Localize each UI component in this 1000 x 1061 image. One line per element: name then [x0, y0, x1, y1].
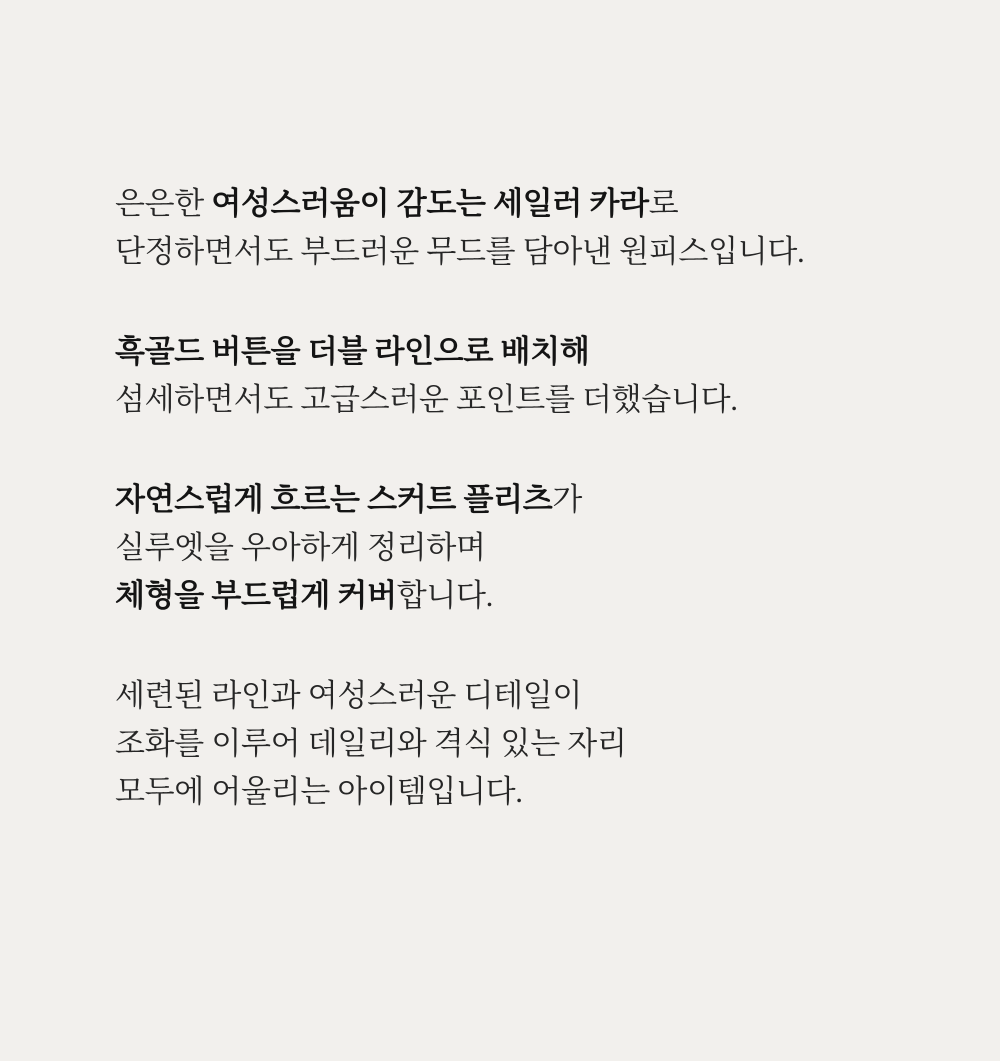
body-text: 세련된 라인과 여성스러운 디테일이 [115, 678, 583, 713]
body-text: 섬세하면서도 고급스러운 포인트를 더했습니다. [115, 382, 738, 417]
description-line [115, 672, 1000, 720]
description-line [115, 524, 1000, 572]
description-paragraph [115, 328, 1000, 424]
body-text: 가 [552, 482, 583, 517]
description-paragraph [115, 672, 1000, 816]
description-line [115, 228, 1000, 276]
description-line [115, 180, 1000, 228]
description-line [115, 376, 1000, 424]
description-paragraph [115, 180, 1000, 276]
description-line [115, 572, 1000, 620]
body-text: 로 [648, 186, 679, 221]
description-line [115, 476, 1000, 524]
body-text: 실루엣을 우아하게 정리하며 [115, 530, 486, 565]
body-text: 합니다. [396, 578, 494, 613]
body-text: 조화를 이루어 데일리와 격식 있는 자리 [115, 726, 627, 761]
body-text: 은은한 [115, 186, 212, 221]
emphasized-text: 자연스럽게 흐르는 스커트 플리츠 [115, 482, 553, 517]
emphasized-text: 체형을 부드럽게 커버 [115, 578, 397, 613]
emphasized-text: 흑골드 버튼을 더블 라인으로 배치해 [115, 334, 590, 369]
description-paragraph-list [115, 180, 1000, 816]
description-line [115, 328, 1000, 376]
body-text: 단정하면서도 부드러운 무드를 담아낸 원피스입니다. [115, 234, 805, 269]
description-line [115, 720, 1000, 768]
body-text: 모두에 어울리는 아이템입니다. [115, 774, 523, 809]
emphasized-text: 여성스러움이 감도는 세일러 카라 [211, 186, 649, 221]
description-paragraph [115, 476, 1000, 620]
description-line [115, 768, 1000, 816]
